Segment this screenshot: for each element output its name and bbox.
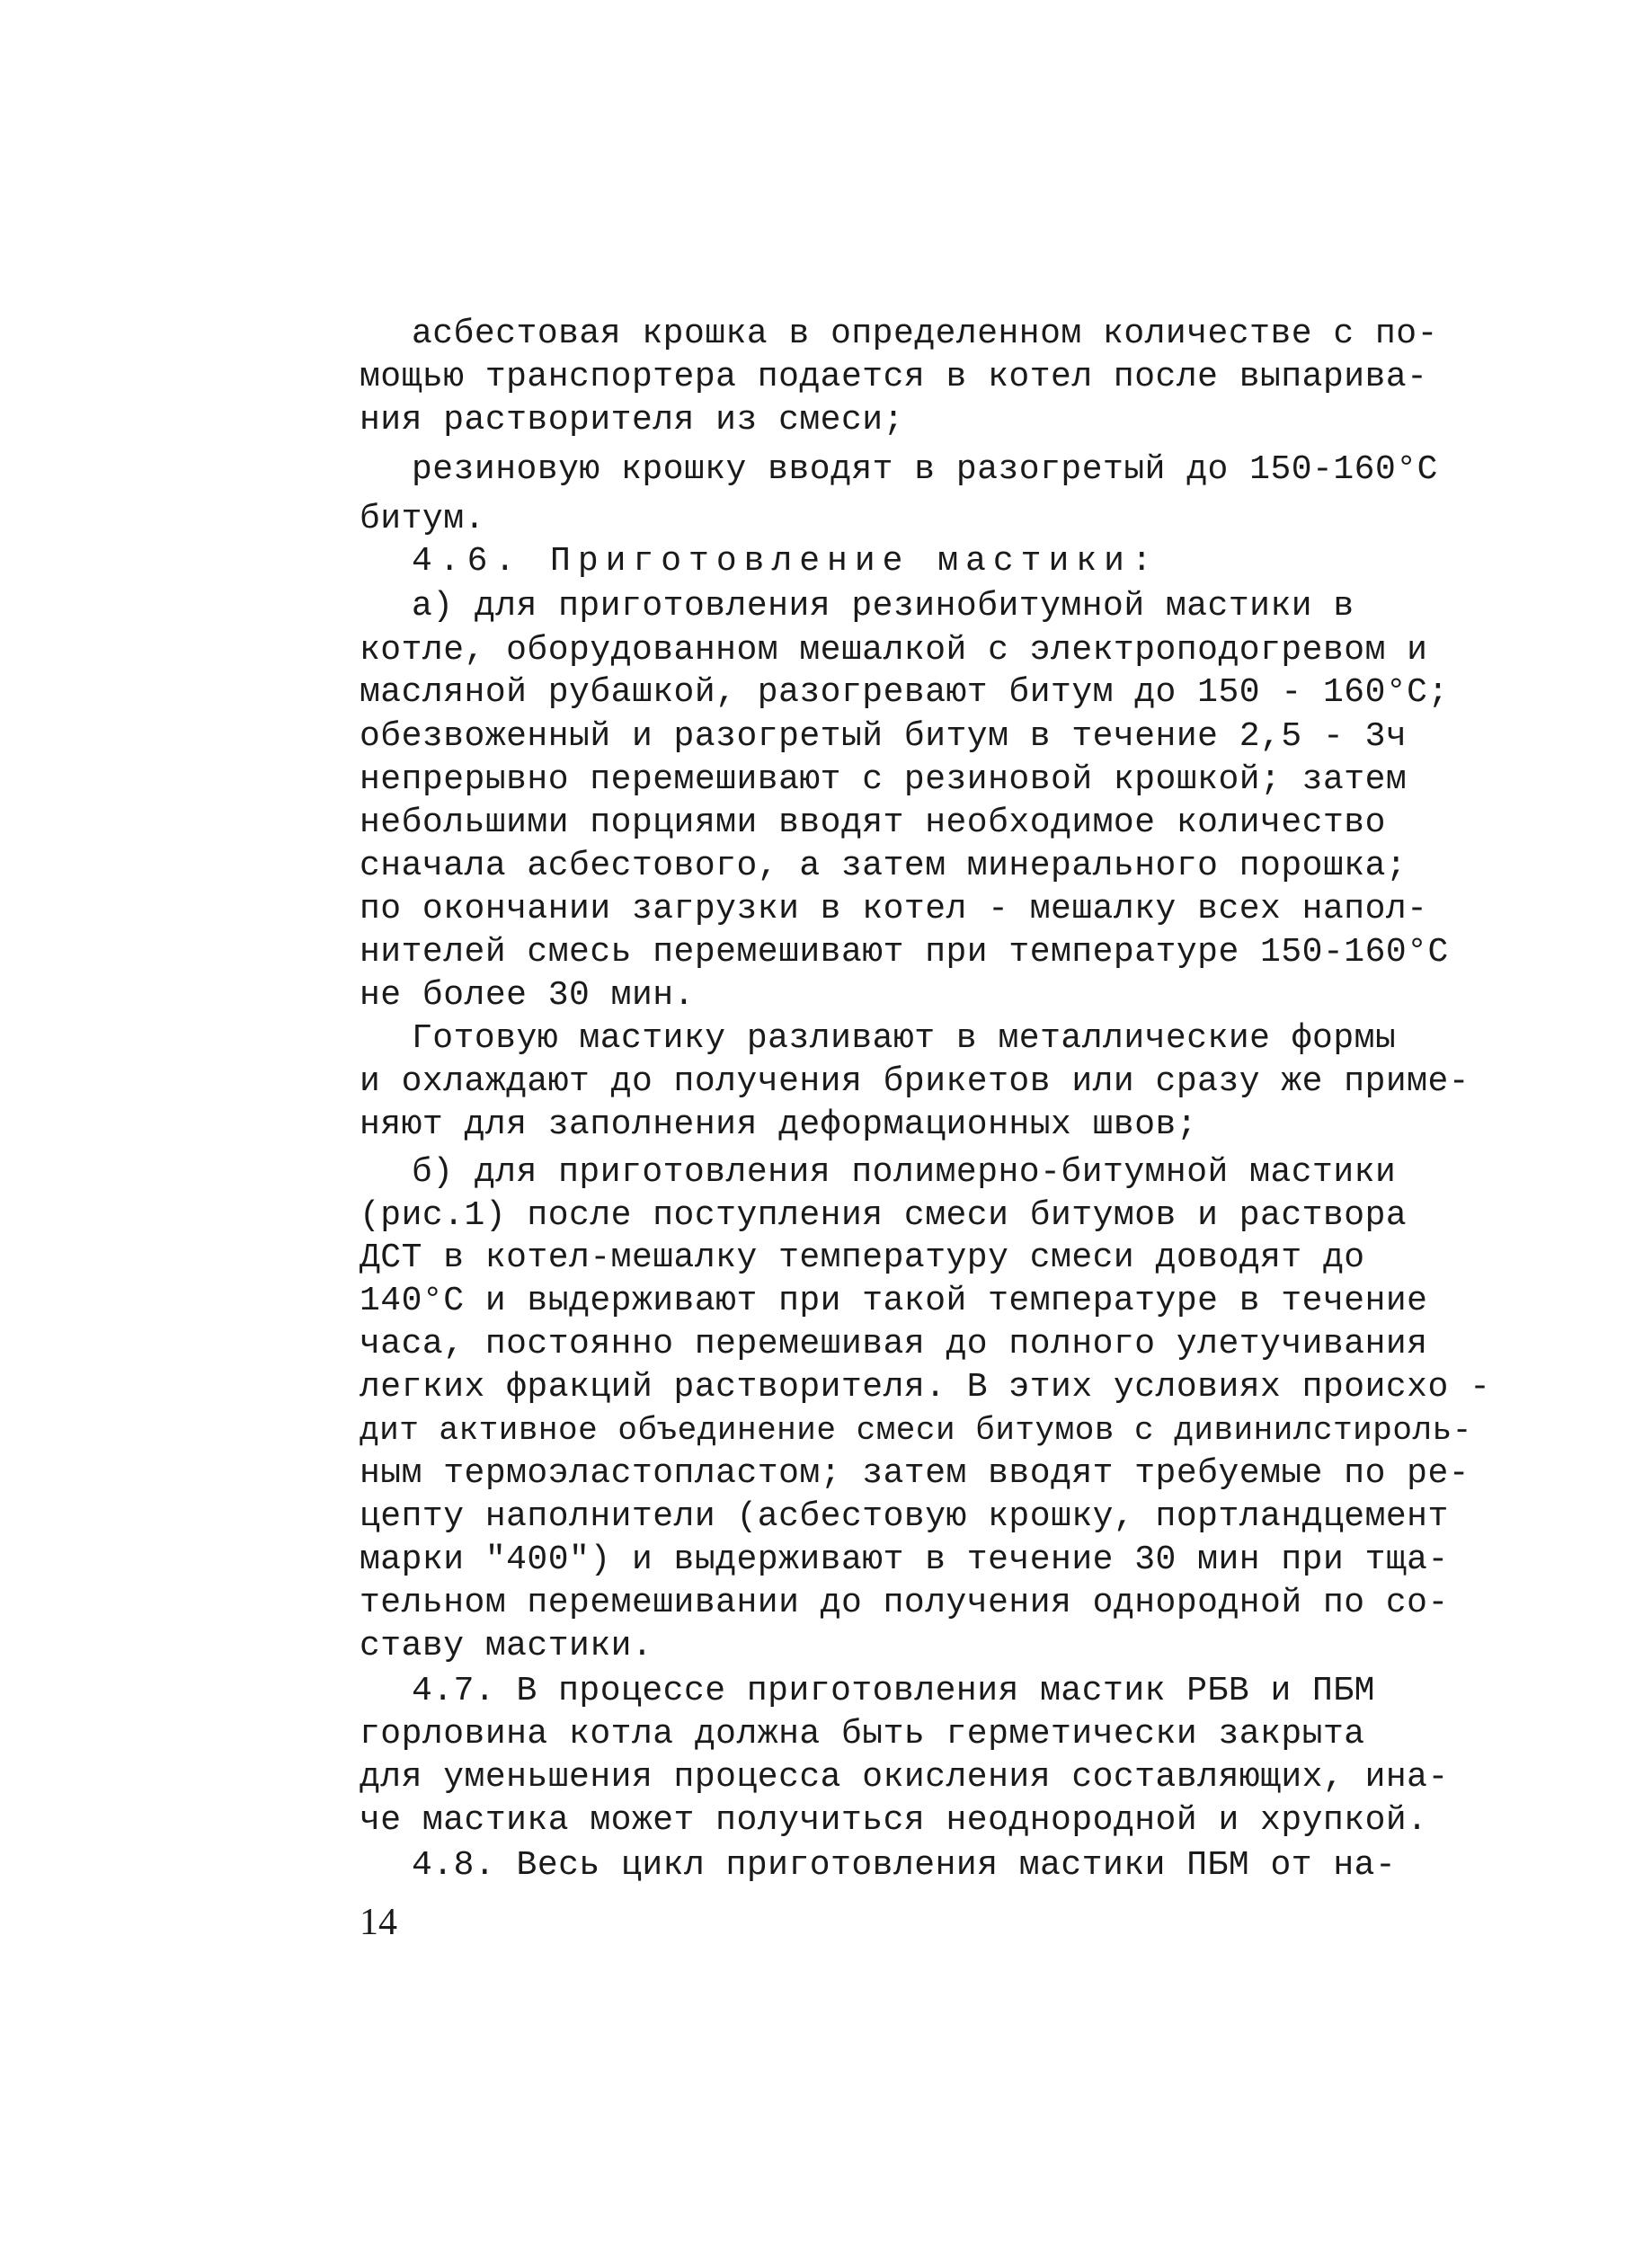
text-line-22: ДСТ в котел-мешалку температуру смеси доводят до bbox=[360, 1238, 1365, 1277]
text-line-30: тельном перемешивании до получения однородной по со- bbox=[360, 1584, 1449, 1622]
text-line-4: резиновую крошку вводят в разогретый до 150-160°С bbox=[412, 450, 1438, 489]
text-line-17: Готовую мастику разливают в металлические формы bbox=[412, 1019, 1397, 1058]
text-line-27: ным термоэластопластом; затем вводят требуемые по ре- bbox=[360, 1454, 1470, 1493]
text-line-21: (рис.1) после поступления смеси битумов и раствора bbox=[360, 1196, 1408, 1235]
text-line-13: сначала асбестового, а затем минерального порошка; bbox=[360, 847, 1408, 885]
text-line-5: битум. bbox=[360, 500, 485, 538]
text-line-29: марки "400") и выдерживают в течение 30 мин при тща- bbox=[360, 1540, 1449, 1579]
text-line-14: по окончании загрузки в котел - мешалку всех напол- bbox=[360, 890, 1428, 928]
text-line-12: небольшими порциями вводят необходимое количество bbox=[360, 803, 1386, 842]
text-line-35: че мастика может получиться неоднородной и хрупкой. bbox=[360, 1801, 1428, 1840]
text-line-18: и охлаждают до получения брикетов или сразу же приме- bbox=[360, 1062, 1470, 1101]
text-line-2: мощью транспортера подается в котел после выпарива- bbox=[360, 358, 1428, 396]
text-line-1: асбестовая крошка в определенном количестве с по- bbox=[412, 315, 1438, 353]
text-line-11: непрерывно перемешивают с резиновой крошкой; затем bbox=[360, 760, 1408, 799]
text-line-36: 4.8. Весь цикл приготовления мастики ПБМ от на- bbox=[412, 1846, 1397, 1885]
text-line-7: а) для приготовления резинобитумной мастики в bbox=[412, 587, 1354, 626]
page-number: 14 bbox=[360, 1902, 397, 1943]
text-line-16: не более 30 мин. bbox=[360, 976, 695, 1015]
text-line-23: 140°С и выдерживают при такой температуре в течение bbox=[360, 1282, 1428, 1320]
text-line-32: 4.7. В процессе приготовления мастик РБВ и ПБМ bbox=[412, 1672, 1375, 1710]
text-line-9: масляной рубашкой, разогревают битум до 150 - 160°С; bbox=[360, 673, 1449, 712]
text-line-20: б) для приготовления полимерно-битумной мастики bbox=[412, 1153, 1397, 1192]
text-line-31: ставу мастики. bbox=[360, 1627, 653, 1665]
text-line-19: няют для заполнения деформационных швов; bbox=[360, 1105, 1198, 1144]
text-line-10: обезвоженный и разогретый битум в течение 2,5 - 3ч bbox=[360, 717, 1408, 756]
text-line-33: горловина котла должна быть герметически закрыта bbox=[360, 1715, 1365, 1753]
text-line-24: часа, постоянно перемешивая до полного улетучивания bbox=[360, 1325, 1428, 1363]
section-heading-4-6: 4.6. Приготовление мастики: bbox=[412, 542, 1159, 581]
text-line-3: ния растворителя из смеси; bbox=[360, 401, 904, 439]
text-line-34: для уменьшения процесса окисления составляющих, ина- bbox=[360, 1758, 1449, 1797]
text-line-8: котле, оборудованном мешалкой с электроподогревом и bbox=[360, 631, 1428, 670]
text-line-15: нителей смесь перемешивают при температуре 150-160°С bbox=[360, 933, 1449, 972]
text-line-25: легких фракций растворителя. В этих условиях происхо - bbox=[360, 1368, 1491, 1407]
text-line-26: дит активное объединение смеси битумов с дивинилстироль- bbox=[360, 1412, 1472, 1449]
text-line-28: цепту наполнители (асбестовую крошку, портландцемент bbox=[360, 1497, 1449, 1536]
